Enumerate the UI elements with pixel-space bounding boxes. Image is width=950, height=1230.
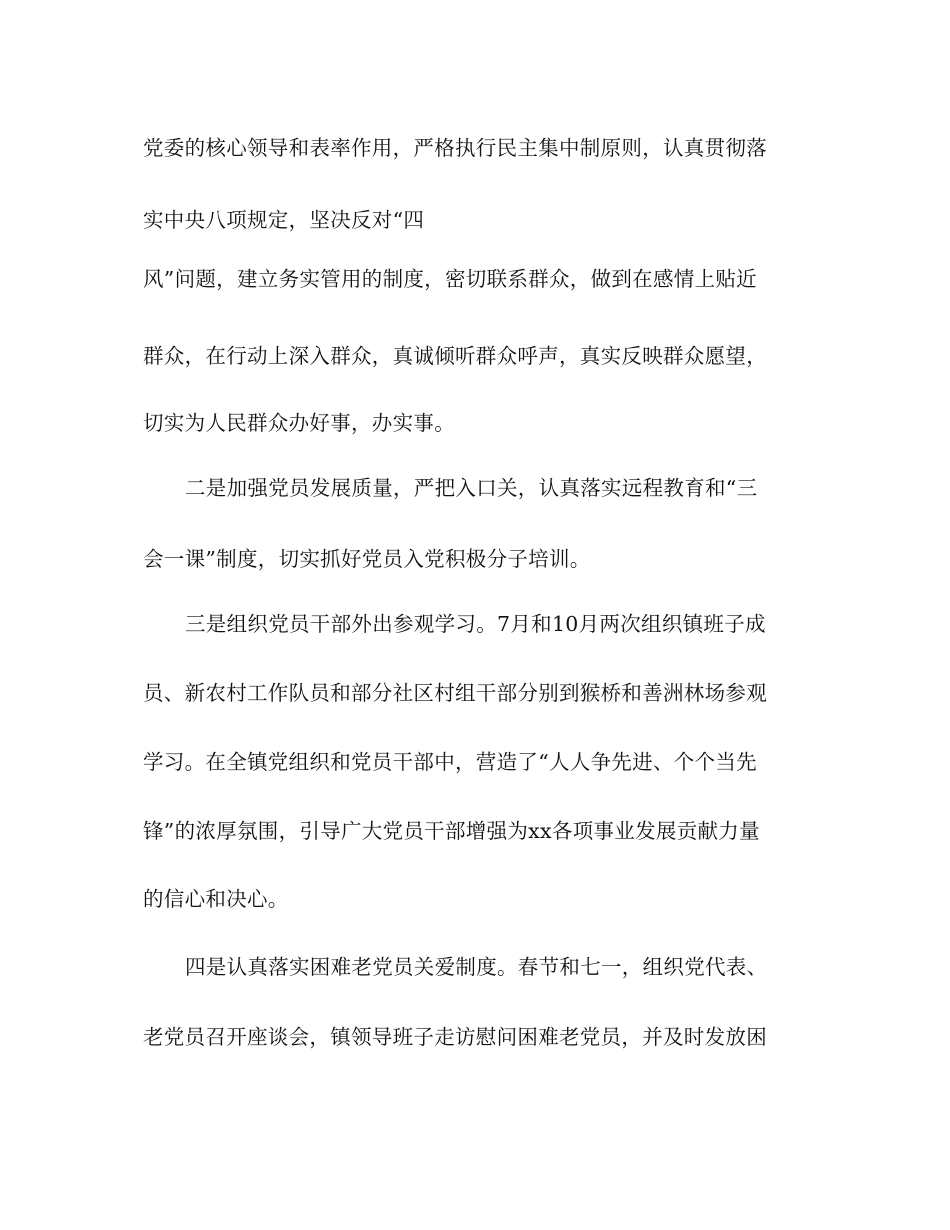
text-line: 锋”的浓厚氛围，引导广大党员干部增强为xx各项事业发展贡献力量	[143, 819, 760, 843]
text-line: 切实为人民群众办好事，办实事。	[143, 411, 455, 435]
text-line: 的信心和决心。	[143, 887, 289, 911]
text-line: 党委的核心领导和表率作用，严格执行民主集中制原则，认真贯彻落	[143, 136, 767, 160]
text-line: 风”问题，建立务实管用的制度，密切联系群众，做到在感情上贴近	[143, 267, 757, 291]
text-line: 群众，在行动上深入群众，真诚倾听群众呼声，真实反映群众愿望，	[143, 344, 767, 368]
text-line: 学习。在全镇党组织和党员干部中，营造了“人人争先进、个个当先	[143, 750, 757, 774]
paragraph-start-line: 四是认真落实困难老党员关爱制度。春节和七一，组织党代表、	[185, 955, 768, 979]
text-line: 会一课”制度，切实抓好党员入党积极分子培训。	[143, 547, 591, 571]
text-line: 老党员召开座谈会，镇领导班子走访慰问困难老党员，并及时发放困	[143, 1025, 767, 1049]
text-line: 实中央八项规定，坚决反对“四	[143, 208, 425, 232]
paragraph-start-line: 二是加强党员发展质量，严把入口关，认真落实远程教育和“三	[185, 476, 758, 500]
paragraph-start-line: 三是组织党员干部外出参观学习。7月和10月两次组织镇班子成	[185, 612, 766, 636]
text-line: 员、新农村工作队员和部分社区村组干部分别到猴桥和善洲林场参观	[143, 681, 767, 705]
